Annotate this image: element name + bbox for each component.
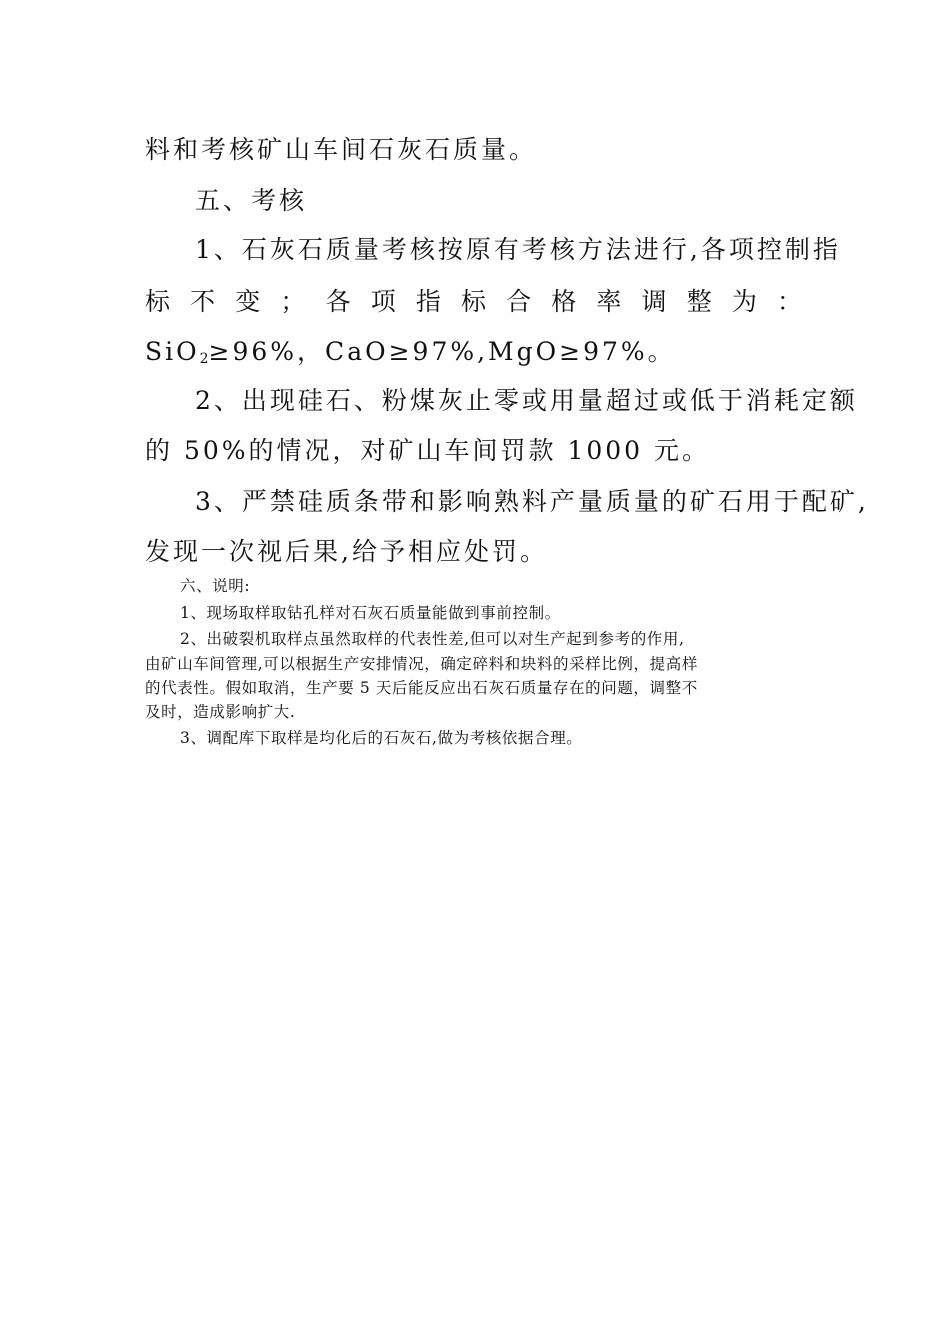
spread-char: 指 <box>415 287 444 316</box>
spread-char: 不 <box>190 287 219 316</box>
note-2-line-4: 及时，造成影响扩大. <box>145 703 296 721</box>
item-1-line-3 <box>145 336 676 375</box>
spread-char: 合 <box>506 287 535 316</box>
item-3-line-1: 3、严禁硅质条带和影响熟料产量质量的矿石用于配矿, <box>195 487 869 516</box>
notes-heading: 六、说明: <box>180 577 251 595</box>
section-heading-assessment: 五、考核 <box>195 186 308 215</box>
quality-thresholds: ≥96%，CaO≥97%,MgO≥97%。 <box>208 337 676 366</box>
note-2-line-1: 2、出破裂机取样点虽然取样的代表性差,但可以对生产起到参考的作用, <box>180 630 685 648</box>
sio2-label: SiO <box>145 337 200 366</box>
spread-char: 项 <box>370 287 399 316</box>
spread-char: 调 <box>641 287 670 316</box>
spread-char: 标 <box>460 287 489 316</box>
spread-char: ： <box>776 287 805 316</box>
note-3: 3、调配库下取样是均化后的石灰石,做为考核依据合理。 <box>180 729 583 747</box>
item-1-line-1: 1、石灰石质量考核按原有考核方法进行,各项控制指 <box>195 235 841 264</box>
item-1-line-2 <box>145 286 805 318</box>
paragraph-continuation: 料和考核矿山车间石灰石质量。 <box>145 135 538 164</box>
spread-char: 标 <box>145 287 174 316</box>
note-1: 1、现场取样取钻孔样对石灰石质量能做到事前控制。 <box>180 604 561 622</box>
note-2-line-3: 的代表性。假如取消，生产要 5 天后能反应出石灰石质量存在的问题，调整不 <box>145 679 698 697</box>
spread-char: 变 <box>235 287 264 316</box>
spread-char: 格 <box>551 287 580 316</box>
sio2-subscript: 2 <box>199 351 209 367</box>
spread-char: 率 <box>596 287 625 316</box>
spread-char: 为 <box>731 287 760 316</box>
item-2-line-1: 2、出现硅石、粉煤灰止零或用量超过或低于消耗定额 <box>195 386 858 415</box>
item-3-line-2: 发现一次视后果,给予相应处罚。 <box>145 537 548 566</box>
item-2-line-2: 的 50%的情况，对矿山车间罚款 1000 元。 <box>145 436 711 465</box>
spread-char: ； <box>280 287 309 316</box>
spread-char: 整 <box>686 287 715 316</box>
note-2-line-2: 由矿山车间管理,可以根据生产安排情况，确定碎料和块料的采样比例，提高样 <box>145 655 698 673</box>
spread-char: 各 <box>325 287 354 316</box>
